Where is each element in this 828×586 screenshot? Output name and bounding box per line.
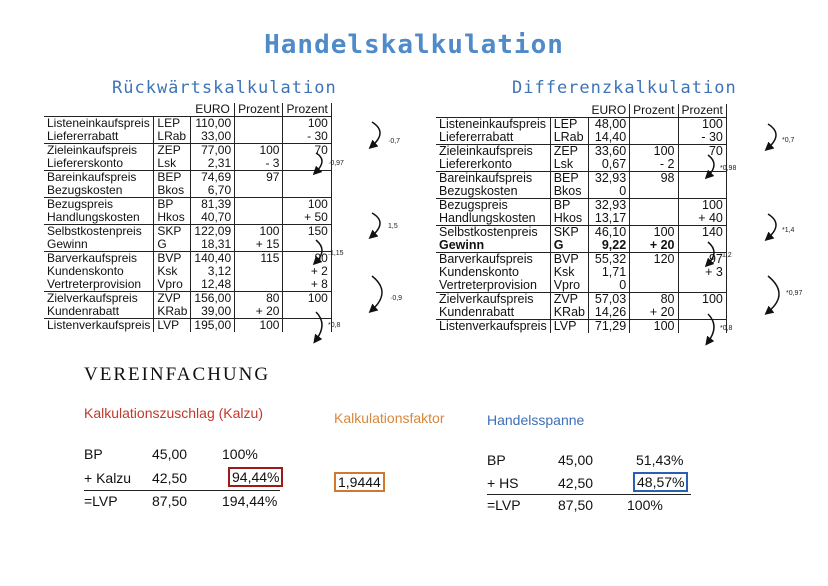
- table-cell-euro: 1,71: [588, 266, 629, 279]
- table-cell-p1: + 20: [235, 305, 283, 319]
- kalzu-row-1-label: BP: [84, 446, 103, 462]
- table-cell-name: Listeneinkaufspreis: [436, 118, 550, 132]
- table-cell-abbr: G: [154, 238, 191, 252]
- spanne-sum-line: [487, 494, 691, 495]
- table-cell-euro: 195,00: [191, 319, 235, 333]
- table-cell-name: Vertreterprovision: [436, 279, 550, 293]
- table-cell-p2: - 30: [283, 130, 331, 144]
- table-cell-p2: 70: [283, 144, 331, 158]
- table-cell-abbr: BEP: [550, 172, 588, 186]
- table-cell-name: Bezugskosten: [436, 185, 550, 199]
- table-cell-name: Gewinn: [436, 239, 550, 253]
- table-cell-euro: 156,00: [191, 292, 235, 306]
- table-cell-name: Listenverkaufspreis: [44, 319, 154, 333]
- table-cell-abbr: SKP: [154, 225, 191, 239]
- table-cell-name: Gewinn: [44, 238, 154, 252]
- arrow-left-1: [372, 122, 380, 146]
- table-cell-name: Zieleinkaufspreis: [436, 145, 550, 159]
- table-header-cell: Prozent: [235, 103, 283, 117]
- table-cell-p2: 140: [678, 226, 726, 240]
- table-cell-abbr: Vpro: [154, 278, 191, 292]
- arrow-right-2: [708, 155, 714, 176]
- table-cell-abbr: BP: [154, 198, 191, 212]
- table-cell-name: Zielverkaufspreis: [44, 292, 154, 306]
- table-cell-p1: + 20: [630, 306, 678, 320]
- arrow-left-4: [316, 240, 322, 262]
- table-cell-euro: 39,00: [191, 305, 235, 319]
- table-cell-name: Zielverkaufspreis: [436, 293, 550, 307]
- table-cell-p2: + 2: [283, 265, 331, 278]
- table-cell-abbr: BVP: [550, 253, 588, 267]
- spanne-row-2-label: + HS: [487, 475, 519, 491]
- table-cell-euro: 6,70: [191, 184, 235, 198]
- arrow-left-6: [316, 312, 322, 340]
- table-cell-euro: 9,22: [588, 239, 629, 253]
- spanne-row-1-euro: 45,00: [558, 452, 594, 468]
- table-cell-name: Liefererrabatt: [436, 131, 550, 145]
- spanne-row-3-percent: 100%: [627, 497, 663, 513]
- right-note-1: *0,7: [782, 137, 795, 144]
- table-cell-abbr: Hkos: [154, 211, 191, 225]
- right-note-5: *0,97: [786, 290, 803, 297]
- table-cell-p2: + 50: [283, 211, 331, 225]
- table-cell-p1: - 2: [630, 158, 678, 172]
- spanne-highlight-box: 48,57%: [633, 472, 688, 492]
- right-note-2: *0,98: [720, 165, 737, 172]
- table-cell-abbr: Hkos: [550, 212, 588, 226]
- table-cell-euro: 18,31: [191, 238, 235, 252]
- table-cell-p1: 100: [235, 144, 283, 158]
- table-cell-name: Bezugspreis: [44, 198, 154, 212]
- table-cell-euro: 12,48: [191, 278, 235, 292]
- table-header-cell: Prozent: [630, 104, 678, 118]
- table-cell-euro: 0,67: [588, 158, 629, 172]
- table-cell-abbr: LRab: [154, 130, 191, 144]
- arrow-right-6: [708, 314, 714, 342]
- table-cell-euro: 74,69: [191, 171, 235, 185]
- table-cell-name: Kundenrabatt: [44, 305, 154, 319]
- table-cell-p1: + 20: [630, 239, 678, 253]
- table-cell-name: Liefererkonto: [436, 158, 550, 172]
- table-cell-p2: 100: [678, 293, 726, 307]
- table-cell-p1: 98: [630, 172, 678, 186]
- table-cell-euro: 14,26: [588, 306, 629, 320]
- table-cell-euro: 40,70: [191, 211, 235, 225]
- table-cell-euro: 71,29: [588, 320, 629, 334]
- table-header-cell: Prozent: [678, 104, 726, 118]
- kalzu-row-1-euro: 45,00: [152, 446, 188, 462]
- table-cell-name: Listenverkaufspreis: [436, 320, 550, 334]
- left-note-4: :1,15: [328, 250, 344, 257]
- table-cell-euro: 0: [588, 185, 629, 199]
- table-header-cell: EURO: [588, 104, 629, 118]
- table-cell-euro: 33,00: [191, 130, 235, 144]
- table-cell-name: Vertreterprovision: [44, 278, 154, 292]
- table-cell-name: Barverkaufspreis: [44, 252, 154, 266]
- table-cell-euro: 57,03: [588, 293, 629, 307]
- table-cell-abbr: ZVP: [550, 293, 588, 307]
- table-cell-euro: 0: [588, 279, 629, 293]
- table-cell-abbr: Bkos: [154, 184, 191, 198]
- kalzu-label: Kalkulationszuschlag (Kalzu): [84, 405, 263, 421]
- table-cell-p1: 80: [235, 292, 283, 306]
- table-cell-euro: 14,40: [588, 131, 629, 145]
- table-cell-name: Bareinkaufspreis: [436, 172, 550, 186]
- kalzu-row-3-percent: 194,44%: [222, 493, 278, 509]
- table-cell-p2: 100: [283, 292, 331, 306]
- right-note-3: *1,4: [782, 227, 795, 234]
- kalzu-row-2-label: + Kalzu: [84, 470, 132, 486]
- spanne-label: Handelsspanne: [487, 412, 585, 428]
- table-cell-euro: 77,00: [191, 144, 235, 158]
- kalzu-row-3-label: =LVP: [84, 493, 118, 509]
- right-note-6: *0,8: [720, 325, 733, 332]
- table-cell-euro: 2,31: [191, 157, 235, 171]
- right-section-title: Differenzkalkulation: [512, 78, 737, 98]
- spanne-row-1-percent: 51,43%: [636, 452, 684, 468]
- left-note-3: 1,5: [388, 223, 398, 230]
- arrow-right-5: [768, 276, 779, 312]
- arrow-right-1: [768, 124, 776, 148]
- table-cell-name: Liefererrabatt: [44, 130, 154, 144]
- table-cell-euro: 46,10: [588, 226, 629, 240]
- left-note-2: ·0,97: [328, 160, 344, 167]
- table-cell-euro: 13,17: [588, 212, 629, 226]
- table-cell-p2: + 40: [678, 212, 726, 226]
- table-cell-name: Bezugskosten: [44, 184, 154, 198]
- table-cell-abbr: SKP: [550, 226, 588, 240]
- table-cell-euro: 81,39: [191, 198, 235, 212]
- table-cell-name: Handlungskosten: [436, 212, 550, 226]
- table-cell-name: Handlungskosten: [44, 211, 154, 225]
- table-cell-abbr: LVP: [154, 319, 191, 333]
- table-cell-abbr: Lsk: [154, 157, 191, 171]
- table-cell-abbr: Bkos: [550, 185, 588, 199]
- table-cell-p1: 100: [235, 225, 283, 239]
- kalzu-highlight-box: 94,44%: [228, 467, 283, 487]
- table-cell-name: Kundenskonto: [44, 265, 154, 278]
- table-cell-abbr: LEP: [550, 118, 588, 132]
- table-cell-p2: - 30: [678, 131, 726, 145]
- kalzu-row-3-euro: 87,50: [152, 493, 188, 509]
- table-cell-abbr: ZVP: [154, 292, 191, 306]
- table-cell-name: Zieleinkaufspreis: [44, 144, 154, 158]
- table-header-cell: EURO: [191, 103, 235, 117]
- table-cell-p2: 70: [678, 145, 726, 159]
- table-cell-euro: 48,00: [588, 118, 629, 132]
- left-note-5: ·0,9: [390, 295, 403, 302]
- table-cell-euro: 32,93: [588, 172, 629, 186]
- table-cell-p1: 100: [630, 226, 678, 240]
- table-cell-name: Selbstkostenpreis: [44, 225, 154, 239]
- table-cell-euro: 140,40: [191, 252, 235, 266]
- table-cell-abbr: LVP: [550, 320, 588, 334]
- table-cell-p1: 100: [630, 320, 678, 334]
- table-cell-abbr: BEP: [154, 171, 191, 185]
- spanne-row-1-label: BP: [487, 452, 506, 468]
- table-cell-p1: 115: [235, 252, 283, 266]
- table-cell-p2: 100: [678, 118, 726, 132]
- table-cell-abbr: BP: [550, 199, 588, 213]
- table-cell-p2: 150: [283, 225, 331, 239]
- table-cell-p2: 100: [678, 199, 726, 213]
- right-note-4: :1,2: [720, 252, 732, 259]
- table-cell-name: Liefererskonto: [44, 157, 154, 171]
- left-section-title: Rückwärtskalkulation: [112, 78, 337, 98]
- kalzu-row-2-euro: 42,50: [152, 470, 188, 486]
- table-cell-p2: 100: [283, 198, 331, 212]
- table-cell-euro: 32,93: [588, 199, 629, 213]
- table-cell-abbr: Ksk: [154, 265, 191, 278]
- table-cell-name: Bezugspreis: [436, 199, 550, 213]
- table-cell-name: Kundenskonto: [436, 266, 550, 279]
- table-cell-abbr: LRab: [550, 131, 588, 145]
- arrow-left-3: [372, 213, 380, 236]
- table-cell-name: Barverkaufspreis: [436, 253, 550, 267]
- arrow-right-3: [768, 214, 776, 238]
- table-cell-euro: 110,00: [191, 117, 235, 131]
- table-cell-abbr: KRab: [550, 306, 588, 320]
- table-cell-abbr: KRab: [154, 305, 191, 319]
- table-cell-abbr: Lsk: [550, 158, 588, 172]
- table-cell-p2: + 8: [283, 278, 331, 292]
- table-cell-p1: 120: [630, 253, 678, 267]
- table-cell-euro: 33,60: [588, 145, 629, 159]
- table-cell-p1: + 15: [235, 238, 283, 252]
- table-cell-p1: 97: [235, 171, 283, 185]
- table-cell-abbr: LEP: [154, 117, 191, 131]
- page-title: Handelskalkulation: [264, 30, 564, 60]
- table-cell-euro: 122,09: [191, 225, 235, 239]
- table-cell-p1: 100: [630, 145, 678, 159]
- table-cell-p1: 80: [630, 293, 678, 307]
- table-cell-p2: 97: [678, 253, 726, 267]
- table-header-cell: Prozent: [283, 103, 331, 117]
- table-cell-abbr: Ksk: [550, 266, 588, 279]
- left-note-6: *0,8: [328, 322, 341, 329]
- table-cell-abbr: BVP: [154, 252, 191, 266]
- table-cell-abbr: ZEP: [154, 144, 191, 158]
- arrow-left-2: [316, 153, 322, 172]
- simplification-title: VEREINFACHUNG: [84, 364, 271, 385]
- table-cell-p2: 90: [283, 252, 331, 266]
- faktor-value-box: 1,9444: [334, 472, 385, 492]
- table-cell-name: Bareinkaufspreis: [44, 171, 154, 185]
- table-cell-name: Listeneinkaufspreis: [44, 117, 154, 131]
- left-note-1: ·0,7: [388, 138, 401, 145]
- table-cell-abbr: G: [550, 239, 588, 253]
- arrow-left-5: [372, 276, 382, 310]
- spanne-row-3-euro: 87,50: [558, 497, 594, 513]
- table-cell-p1: 100: [235, 319, 283, 333]
- table-cell-euro: 3,12: [191, 265, 235, 278]
- faktor-label: Kalkulationsfaktor: [334, 410, 445, 426]
- kalzu-sum-line: [84, 490, 280, 491]
- table-cell-abbr: ZEP: [550, 145, 588, 159]
- table-cell-euro: 55,32: [588, 253, 629, 267]
- table-cell-abbr: Vpro: [550, 279, 588, 293]
- table-cell-p2: + 3: [678, 266, 726, 279]
- spanne-row-3-label: =LVP: [487, 497, 521, 513]
- table-cell-name: Selbstkostenpreis: [436, 226, 550, 240]
- arrow-right-4: [708, 242, 714, 264]
- table-cell-name: Kundenrabatt: [436, 306, 550, 320]
- table-cell-p1: - 3: [235, 157, 283, 171]
- table-cell-p2: 100: [283, 117, 331, 131]
- kalzu-row-1-percent: 100%: [222, 446, 258, 462]
- spanne-row-2-euro: 42,50: [558, 475, 594, 491]
